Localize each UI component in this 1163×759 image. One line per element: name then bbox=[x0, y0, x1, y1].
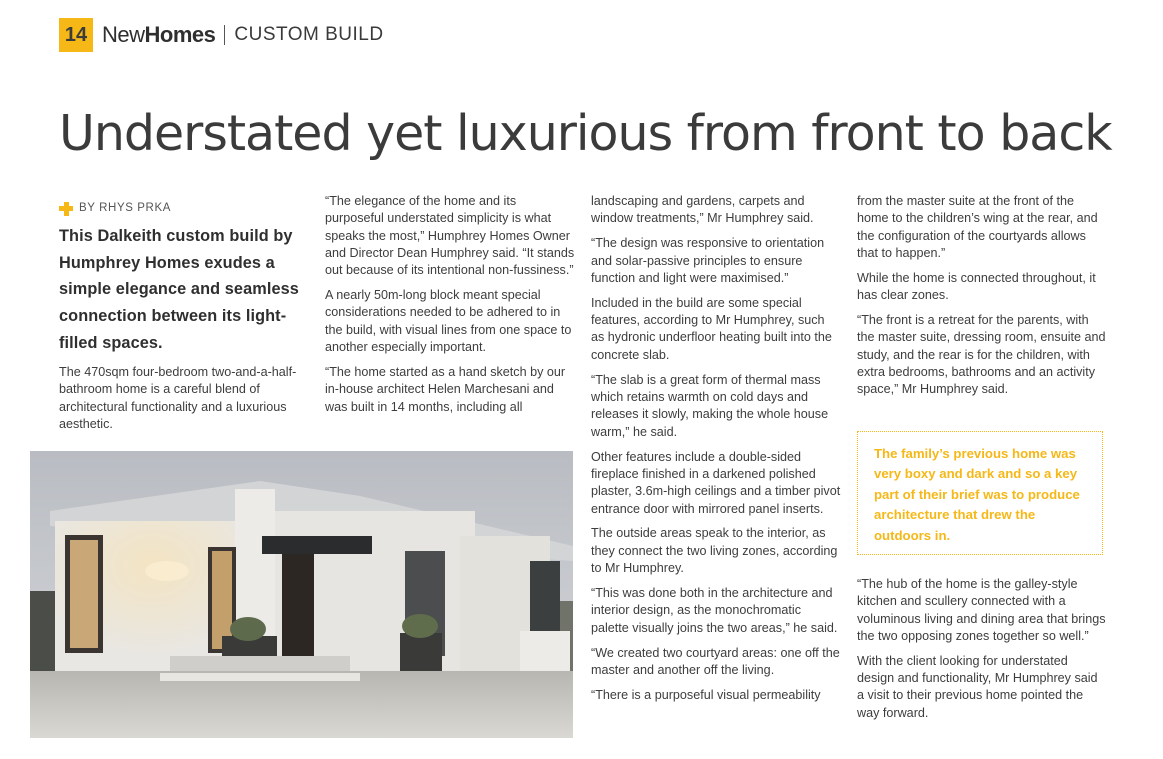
paragraph: “We created two courtyard areas: one off the master and another off the living. bbox=[591, 645, 840, 677]
paragraph: With the client looking for understated design and functionality, Mr Humphrey said a visit to their previous home pointed the way forward. bbox=[857, 653, 1098, 720]
paragraph: “The home started as a hand sketch by our in-house architect Helen Marchesani and was built in 14 months, including all bbox=[325, 365, 566, 414]
column-1-body bbox=[59, 364, 299, 433]
plus-icon bbox=[59, 202, 73, 216]
paragraph: from the master suite at the front of the home to the children’s wing at the rear, and the configuration of the courtyards allows that to happen.” bbox=[857, 194, 1098, 260]
magazine-brand bbox=[102, 22, 215, 48]
column-3 bbox=[591, 193, 841, 753]
column-2 bbox=[325, 193, 575, 424]
paragraph: “The hub of the home is the galley-style kitchen and scullery connected with a voluminous living and dining area that brings the two opposing zones together so well.” bbox=[857, 577, 1106, 643]
header-divider bbox=[224, 25, 225, 45]
brand-light: New bbox=[102, 22, 145, 47]
page-header bbox=[59, 18, 384, 52]
standfirst: This Dalkeith custom build by Humphrey Homes exudes a simple elegance and seamless connection between its light-filled spaces. bbox=[59, 227, 299, 352]
column-4-top bbox=[857, 193, 1107, 406]
paragraph: landscaping and gardens, carpets and window treatments,” Mr Humphrey said. bbox=[591, 194, 814, 226]
paragraph: The 470sqm four-bedroom two-and-a-half-bathroom home is a careful blend of architectural functionality and a luxurious aesthetic. bbox=[59, 364, 297, 431]
paragraph: “There is a purposeful visual permeability bbox=[591, 687, 821, 702]
paragraph: “The front is a retreat for the parents, with the master suite, dressing room, ensuite and study, and the rear is for the children, with extra bedrooms, bathrooms and an activity space,” Mr Humphrey said. bbox=[857, 313, 1106, 397]
paragraph: “The elegance of the home and its purposeful understated simplicity is what speaks the most,” Humphrey Homes Owner and Director Dean Humphrey said. “It stands out because of its intentional non-fussiness.” bbox=[325, 194, 575, 278]
paragraph: A nearly 50m-long block meant special considerations needed to be adhered to in the build, with visual lines from one space to another especially important. bbox=[325, 288, 572, 355]
column-1 bbox=[59, 200, 299, 441]
paragraph: While the home is connected throughout, it has clear zones. bbox=[857, 270, 1096, 303]
paragraph: Other features include a double-sided fireplace finished in a darkened polished plaster, 3.6m-high ceilings and a timber pivot entrance door with mirrored panel inserts. bbox=[591, 449, 841, 516]
article-headline: Understated yet luxurious from front to back bbox=[59, 105, 1112, 162]
paragraph: “The design was responsive to orientation and solar-passive principles to ensure function and light were maximised.” bbox=[591, 236, 825, 285]
column-4-bottom bbox=[857, 576, 1107, 730]
page-number: 14 bbox=[59, 18, 93, 52]
house-illustration bbox=[30, 451, 573, 738]
paragraph: Included in the build are some special features, according to Mr Humphrey, such as hydronic underfloor heating built into the concrete slab. bbox=[591, 295, 832, 362]
byline bbox=[59, 200, 299, 217]
pull-quote: The family’s previous home was very boxy and dark and so a key part of their brief was to produce architecture that drew the outdoors in. bbox=[857, 431, 1103, 555]
byline-text: BY RHYS PRKA bbox=[79, 202, 171, 214]
paragraph: The outside areas speak to the interior, as they connect the two living zones, according to Mr Humphrey. bbox=[591, 526, 838, 576]
paragraph: “This was done both in the architecture and interior design, as the monochromatic palette visually joins the two areas,” he said. bbox=[591, 586, 838, 635]
brand-bold: Homes bbox=[144, 22, 216, 47]
paragraph: “The slab is a great form of thermal mass which retains warmth on cold days and releases it slowly, making the whole house warm,” he said. bbox=[591, 372, 829, 439]
house-photo bbox=[30, 451, 573, 738]
section-label: CUSTOM BUILD bbox=[234, 24, 384, 45]
